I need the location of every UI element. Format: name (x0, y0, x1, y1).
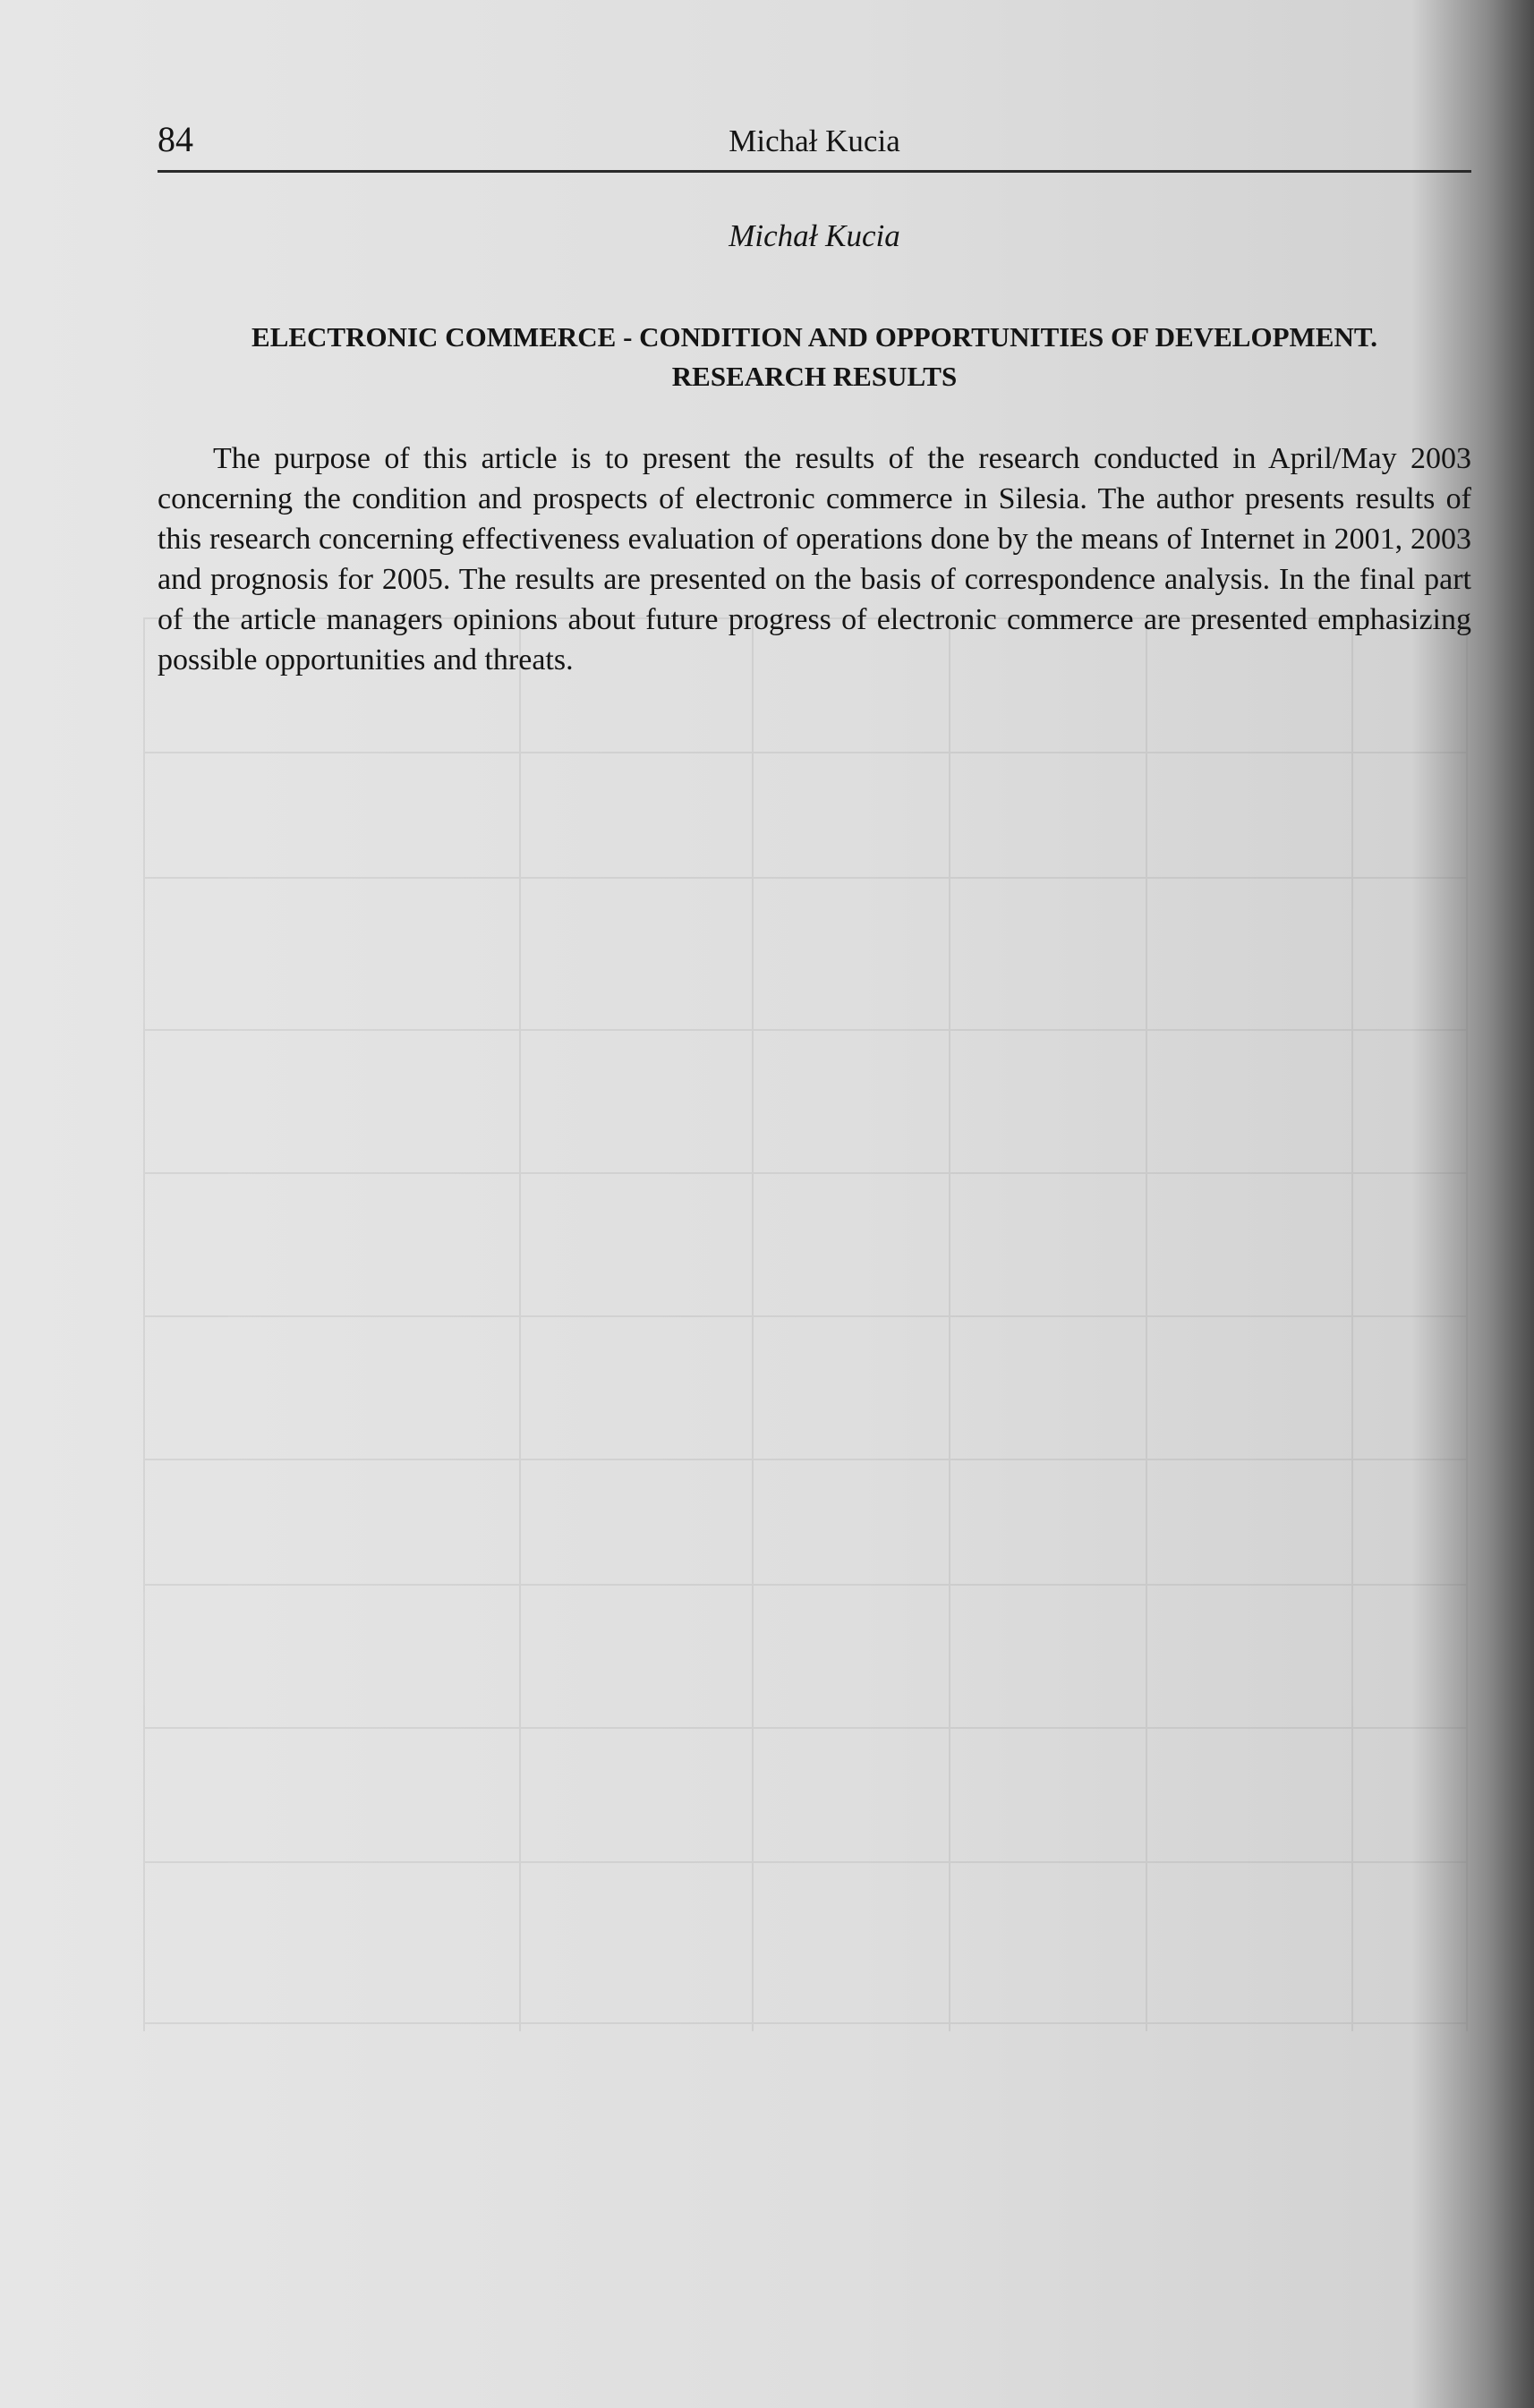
article-author: Michał Kucia (729, 218, 900, 253)
page-number: 84 (158, 119, 193, 159)
article-title (158, 318, 1471, 396)
abstract-paragraph: The purpose of this article is to present the results of the research conducted in April/May 2003 concerning the condition and prospects of electronic commerce in Silesia. The author presents results of this research concerning effectiveness evaluation of operations done by the means of Internet in 2001, 2003 and prognosis for 2005. The results are presented on the basis of correspondence analysis. In the final part of the article managers opinions about future progress of electronic commerce are presented emphasizing possible opportunities and threats. (158, 442, 1471, 676)
page-header (158, 118, 1471, 173)
title-line-2: RESEARCH RESULTS (671, 361, 958, 392)
running-head: Michał Kucia (729, 123, 900, 158)
bleed-through-table-ghost (143, 134, 1468, 2031)
title-line-1: ELECTRONIC COMMERCE - CONDITION AND OPPORTUNITIES OF DEVELOPMENT. (251, 321, 1377, 353)
